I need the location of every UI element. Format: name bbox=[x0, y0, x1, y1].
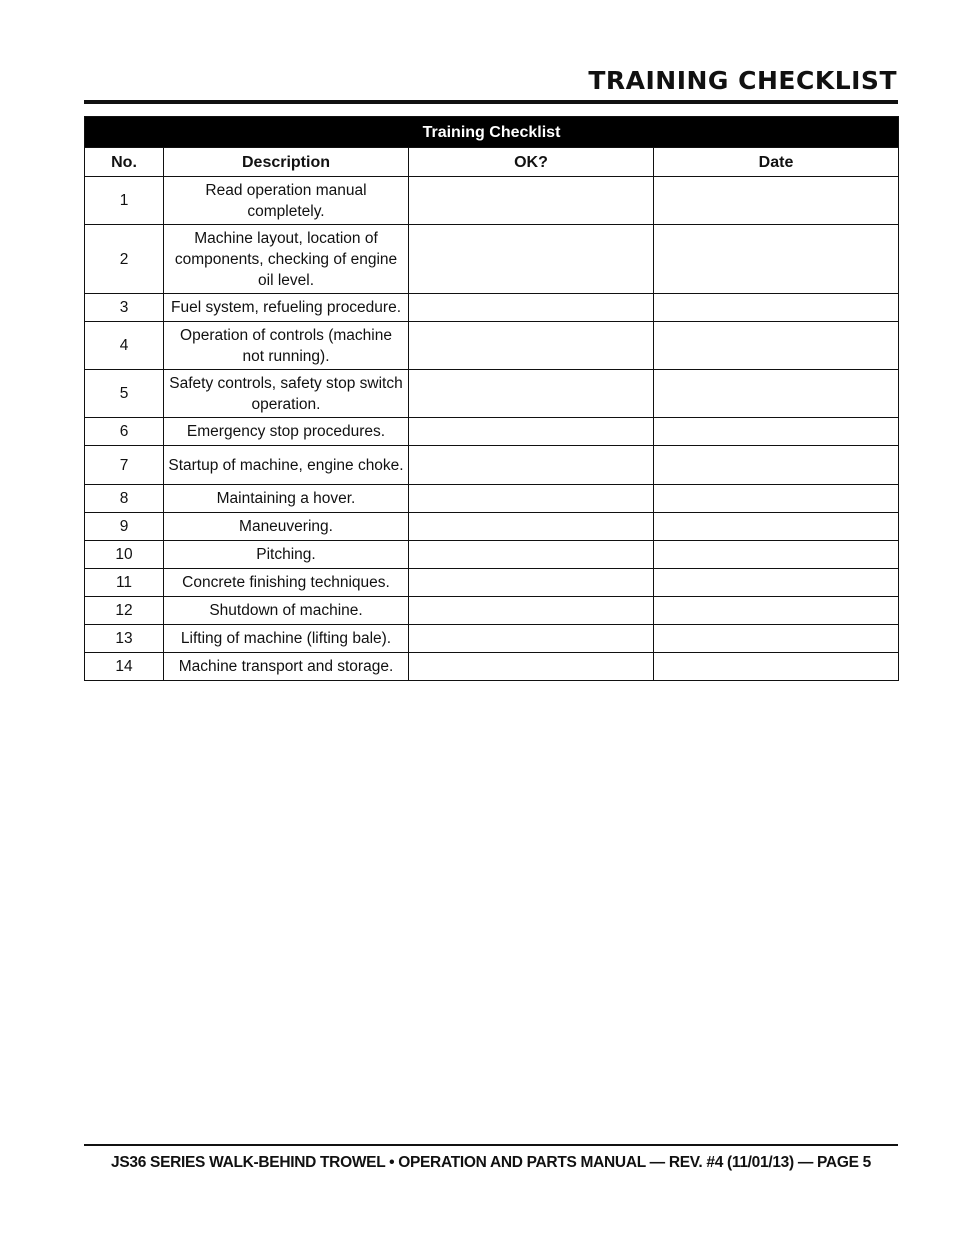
column-header-ok: OK? bbox=[409, 148, 654, 177]
date-cell[interactable] bbox=[654, 653, 899, 681]
row-number: 5 bbox=[85, 370, 164, 418]
table-row bbox=[85, 225, 899, 294]
date-cell[interactable] bbox=[654, 322, 899, 370]
ok-cell[interactable] bbox=[409, 597, 654, 625]
row-number: 12 bbox=[85, 597, 164, 625]
date-cell[interactable] bbox=[654, 446, 899, 485]
ok-cell[interactable] bbox=[409, 485, 654, 513]
row-description: Fuel system, refueling procedure. bbox=[164, 294, 409, 322]
column-header-description: Description bbox=[164, 148, 409, 177]
table-caption-row bbox=[85, 117, 899, 148]
date-cell[interactable] bbox=[654, 513, 899, 541]
row-number: 9 bbox=[85, 513, 164, 541]
row-description: Maintaining a hover. bbox=[164, 485, 409, 513]
table-row bbox=[85, 653, 899, 681]
date-cell[interactable] bbox=[654, 418, 899, 446]
table-caption: Training Checklist bbox=[85, 117, 899, 148]
row-number: 7 bbox=[85, 446, 164, 485]
row-number: 10 bbox=[85, 541, 164, 569]
ok-cell[interactable] bbox=[409, 625, 654, 653]
date-cell[interactable] bbox=[654, 485, 899, 513]
row-number: 13 bbox=[85, 625, 164, 653]
column-header-no: No. bbox=[85, 148, 164, 177]
table-row bbox=[85, 322, 899, 370]
table-row bbox=[85, 513, 899, 541]
heading-divider bbox=[84, 100, 898, 104]
table-row bbox=[85, 177, 899, 225]
row-description: Read operation manual completely. bbox=[164, 177, 409, 225]
table-row bbox=[85, 569, 899, 597]
ok-cell[interactable] bbox=[409, 370, 654, 418]
row-description: Safety controls, safety stop switch operation. bbox=[164, 370, 409, 418]
date-cell[interactable] bbox=[654, 294, 899, 322]
date-cell[interactable] bbox=[654, 177, 899, 225]
row-description: Maneuvering. bbox=[164, 513, 409, 541]
row-number: 2 bbox=[85, 225, 164, 294]
date-cell[interactable] bbox=[654, 569, 899, 597]
date-cell[interactable] bbox=[654, 541, 899, 569]
ok-cell[interactable] bbox=[409, 446, 654, 485]
row-description: Machine transport and storage. bbox=[164, 653, 409, 681]
ok-cell[interactable] bbox=[409, 294, 654, 322]
ok-cell[interactable] bbox=[409, 418, 654, 446]
ok-cell[interactable] bbox=[409, 513, 654, 541]
ok-cell[interactable] bbox=[409, 653, 654, 681]
page-footer: JS36 SERIES WALK-BEHIND TROWEL • OPERATION AND PARTS MANUAL — REV. #4 (11/01/13) — PAGE 5 bbox=[111, 1154, 871, 1171]
row-number: 4 bbox=[85, 322, 164, 370]
date-cell[interactable] bbox=[654, 625, 899, 653]
date-cell[interactable] bbox=[654, 370, 899, 418]
table-row bbox=[85, 485, 899, 513]
row-description: Shutdown of machine. bbox=[164, 597, 409, 625]
row-description: Concrete finishing techniques. bbox=[164, 569, 409, 597]
row-description: Operation of controls (machine not running). bbox=[164, 322, 409, 370]
date-cell[interactable] bbox=[654, 225, 899, 294]
row-description: Lifting of machine (lifting bale). bbox=[164, 625, 409, 653]
row-number: 1 bbox=[85, 177, 164, 225]
training-checklist-table bbox=[84, 116, 899, 681]
table-row bbox=[85, 625, 899, 653]
footer-divider bbox=[84, 1144, 898, 1146]
table-row bbox=[85, 294, 899, 322]
table-row bbox=[85, 541, 899, 569]
row-description: Startup of machine, engine choke. bbox=[164, 446, 409, 485]
row-description: Pitching. bbox=[164, 541, 409, 569]
table-row bbox=[85, 370, 899, 418]
row-description: Machine layout, location of components, checking of engine oil level. bbox=[164, 225, 409, 294]
page-title: TRAINING CHECKLIST bbox=[588, 66, 897, 95]
table-row bbox=[85, 597, 899, 625]
date-cell[interactable] bbox=[654, 597, 899, 625]
row-number: 11 bbox=[85, 569, 164, 597]
row-description: Emergency stop procedures. bbox=[164, 418, 409, 446]
row-number: 3 bbox=[85, 294, 164, 322]
row-number: 14 bbox=[85, 653, 164, 681]
ok-cell[interactable] bbox=[409, 177, 654, 225]
row-number: 6 bbox=[85, 418, 164, 446]
ok-cell[interactable] bbox=[409, 541, 654, 569]
ok-cell[interactable] bbox=[409, 569, 654, 597]
table-header-row bbox=[85, 148, 899, 177]
table-row bbox=[85, 446, 899, 485]
ok-cell[interactable] bbox=[409, 225, 654, 294]
row-number: 8 bbox=[85, 485, 164, 513]
ok-cell[interactable] bbox=[409, 322, 654, 370]
column-header-date: Date bbox=[654, 148, 899, 177]
table-row bbox=[85, 418, 899, 446]
